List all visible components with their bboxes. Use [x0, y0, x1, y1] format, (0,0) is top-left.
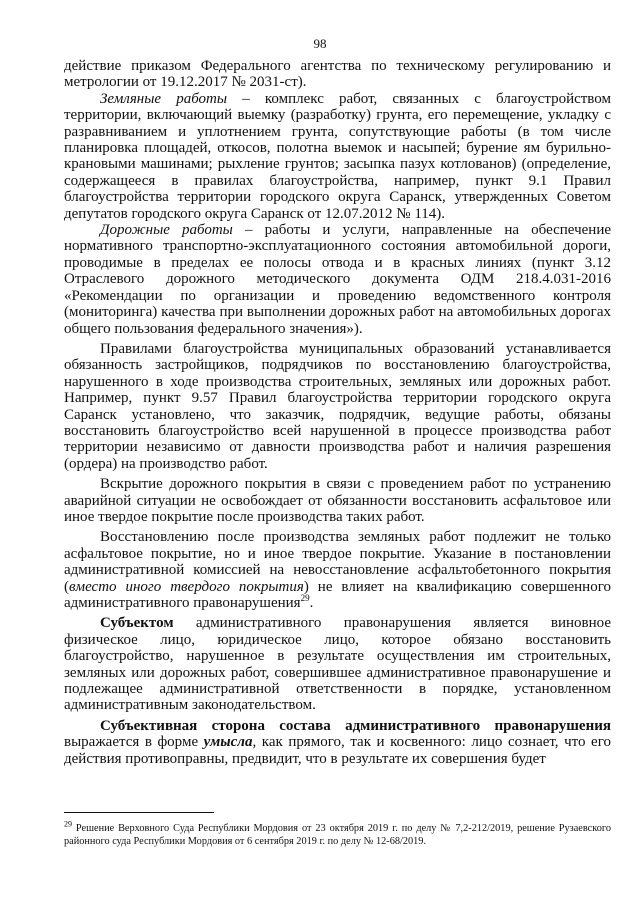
subject-heading: Субъектом [100, 615, 174, 632]
subjective-side-text-a: выражается в форме [64, 734, 204, 751]
paragraph-earthworks-definition [64, 91, 611, 222]
paragraph-improvement-rules: Правилами благоустройства муниципальных образований устанавливается обязанность застройщиков, подрядчиков по восстановлению благоустройства, нарушенного в ходе производства строительных, земляных или дорожных работ. Например, пункт 9.57 Правил благоустройства территории городского округа Саранск установлено, что заказчик, подрядчик, ведущие работы, обязаны восстановить благоустройство всей нарушенной в процессе производства работ территории независимо от давности производства работ и наличия разрешения (ордера) на производство работ. [64, 340, 611, 472]
footnote-marker: 29 [64, 819, 72, 829]
restoration-emphasis: вместо иного твердого покрытия [69, 578, 304, 595]
term-roadworks: Дорожные работы [100, 222, 233, 239]
subject-text: административного правонарушения является виновное физическое лицо, юридическое лицо, которое обязано восстановить благоустройство, нарушенное в результате осуществления им строительных, земляных или дорожных работ, совершившее административное правонарушение и подлежащее административной ответственности в порядке, установленном административным законодательством. [64, 615, 611, 714]
footnote-text: Решение Верховного Суда Республики Мордовия от 23 октября 2019 г. по делу № 7,2-212/2019, решение Рузаевского районного суда Республики Мордовия от 6 сентября 2019 г. по делу № 12-68/2019. [64, 823, 611, 847]
page-number: 98 [313, 36, 327, 51]
paragraph-road-opening: Вскрытие дорожного покрытия в связи с проведением работ по устранению аварийной ситуации не освобождает от обязанности восстановить асфальтовое или иное твердое покрытие после производства таких работ. [64, 476, 611, 525]
paragraph-roadworks-definition [64, 222, 611, 337]
restoration-text-a: Восстановлению после производства земляных работ подлежит не только асфальтовое покрытие, но и иное твердое покрытие. Указание в постановлении административной комиссией на невосстановление асфальтобетонного покрытия ( [64, 529, 611, 595]
roadworks-definition-text: – работы и услуги, направленные на обеспечение нормативного транспортно-эксплуатационного состояния автомобильной дороги, проводимые в пределах ее полосы отвода и в красных линиях (пункт 3.12 Отраслевого дорожного методического документа ОДМ 218.4.031-2016 «Рекомендации по организации и проведению ведомственного контроля (мониторинга) качества при выполнении дорожных работ на автомобильных дорогах общего пользования федерального значения»). [64, 222, 611, 337]
restoration-text-b: ) не влияет на квалификацию совершенного административного правонарушения [64, 578, 611, 611]
subjective-side-heading: Субъективная сторона состава административного правонарушения [100, 717, 611, 734]
paragraph-subject [64, 615, 611, 713]
subjective-side-text-b: , как прямого, так и косвенного: лицо сознает, что его действия противоправны, предвидит, что в результате их совершения будет [64, 734, 611, 767]
paragraph-restoration [64, 529, 611, 611]
footnote [64, 819, 611, 848]
paragraph-subjective-side [64, 718, 611, 767]
body-text [64, 58, 611, 767]
earthworks-definition-text: – комплекс работ, связанных с благоустройством территории, включающий выемку (разработку) грунта, его перемещение, укладку с разравниванием и уплотнением грунта, сопутствующие работы (в том числе планировка площадей, откосов, полотна выемок и насыпей; бурение ям бурильно-крановыми машинами; рыхление грунтов; засыпка пазух котлованов) (определение, содержащееся в правилах благоустройства, например, пункт 9.1 Правил благоустройства территории городского округа Саранск, утвержденных Советом депутатов городского округа Саранск от 12.07.2012 № 114). [64, 90, 611, 222]
term-earthworks: Земляные работы [100, 90, 228, 107]
paragraph-standard-continuation: действие приказом Федерального агентства по техническому регулированию и метрологии от 19.12.2017 № 2031-ст). [64, 58, 611, 91]
restoration-text-end: . [309, 595, 314, 611]
footnote-reference[interactable]: 29 [300, 593, 310, 603]
intent-term: умысла [203, 734, 253, 751]
footnote-divider [64, 812, 214, 813]
